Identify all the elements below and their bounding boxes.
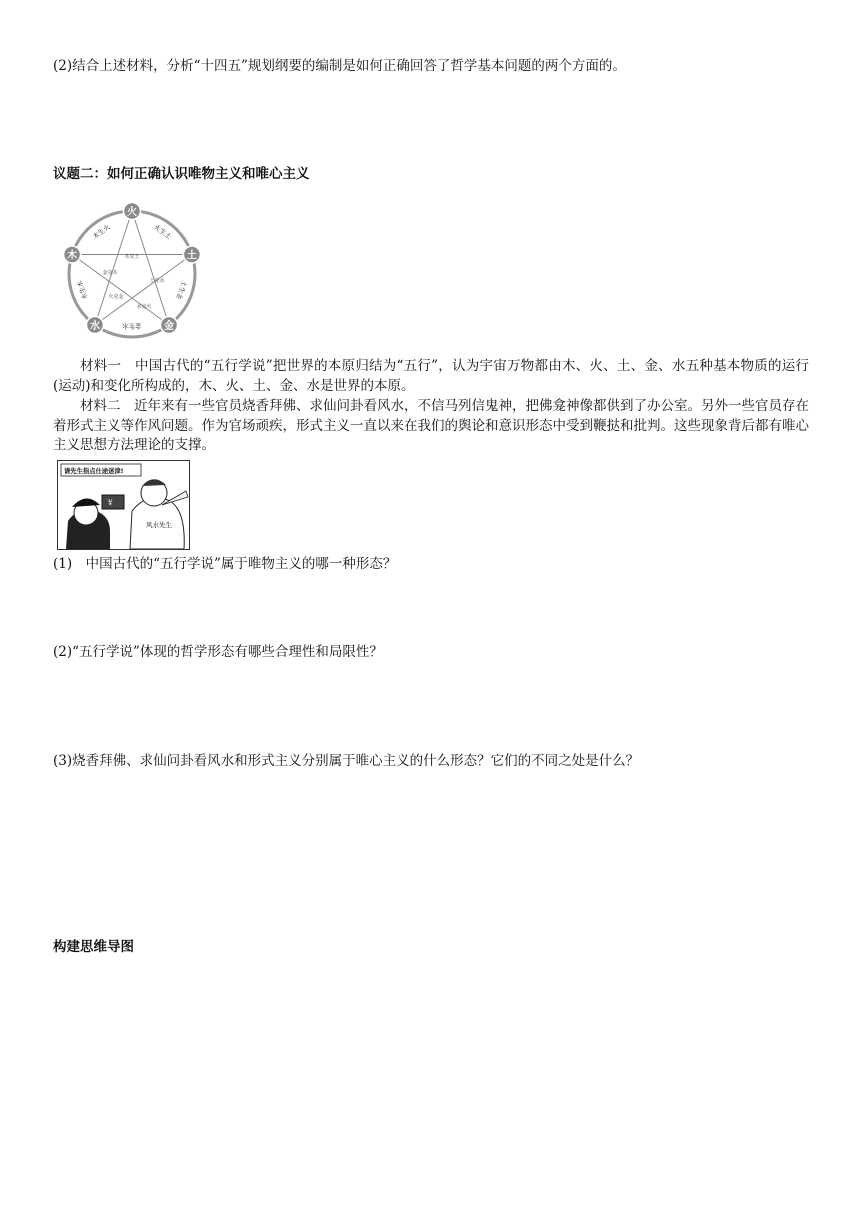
speech-text: 请先生指点仕途迷津! (64, 468, 124, 475)
overcoming-label: 木克土 (124, 254, 140, 260)
wuxing-diagram (52, 198, 216, 350)
overcoming-labels (102, 253, 164, 310)
question-3: (3)烧香拜佛、求仙问卦看风水和形式主义分别属于唯心主义的什么形态？它们的不同之处是什么？ (53, 753, 640, 769)
overcoming-label: 水克火 (136, 304, 152, 310)
generating-label: 金生水 (122, 322, 142, 330)
overcoming-label: 火克金 (108, 294, 124, 300)
topic-heading: 议题二：如何正确认识唯物主义和唯心主义 (53, 166, 310, 182)
generating-label: 土生金 (174, 279, 189, 301)
element-label: 金 (164, 320, 175, 332)
element-label: 土 (186, 250, 197, 262)
mindmap-heading: 构建思维导图 (53, 939, 134, 955)
overcoming-label: 土克水 (149, 278, 165, 284)
element-node (86, 316, 103, 333)
element-label: 木 (67, 250, 78, 262)
element-node (161, 316, 178, 333)
generating-label: 木生火 (91, 222, 112, 241)
material-one: 材料一 中国古代的“五行学说”把世界的本原归结为“五行”，认为宇宙万物都由木、火、土、金、水五种基本物质的运行(运动)和变化所构成的，木、火、土、金、水是世界的本原。 (53, 358, 809, 394)
generating-label: 火生土 (152, 222, 173, 241)
question-1: (1) 中国古代的“五行学说”属于唯物主义的哪一种形态？ (53, 556, 397, 572)
sign-text: 风水先生 (146, 521, 172, 529)
generating-label: 水生木 (75, 279, 90, 301)
element-node (183, 246, 200, 263)
offering-box (102, 495, 124, 509)
feng-shui-cartoon (57, 460, 190, 550)
svg-text:¥: ¥ (108, 499, 113, 507)
element-node (64, 246, 81, 263)
element-node (124, 203, 141, 220)
cycle-ring (69, 211, 195, 337)
element-label: 水 (89, 320, 100, 332)
question-2: (2)“五行学说”体现的哲学形态有哪些合理性和局限性？ (53, 644, 383, 660)
cartoon-drawing (58, 461, 190, 550)
overcoming-label: 金克木 (102, 270, 118, 276)
material-two: 材料二 近年来有一些官员烧香拜佛、求仙问卦看风水，不信马列信鬼神，把佛龛神像都供到了办公室。另外一些官员存在着形式主义等作风问题。作为官场顽疾，形式主义一直以来在我们的舆论和意识形态中受到鞭挞和批判。这些现象背后都有唯心主义思想方法理论的支撑。 (53, 398, 809, 453)
element-label: 火 (127, 206, 137, 218)
question-plan: (2)结合上述材料，分析“十四五”规划纲要的编制是如何正确回答了哲学基本问题的两个方面的。 (53, 58, 626, 74)
generating-labels (75, 222, 190, 331)
